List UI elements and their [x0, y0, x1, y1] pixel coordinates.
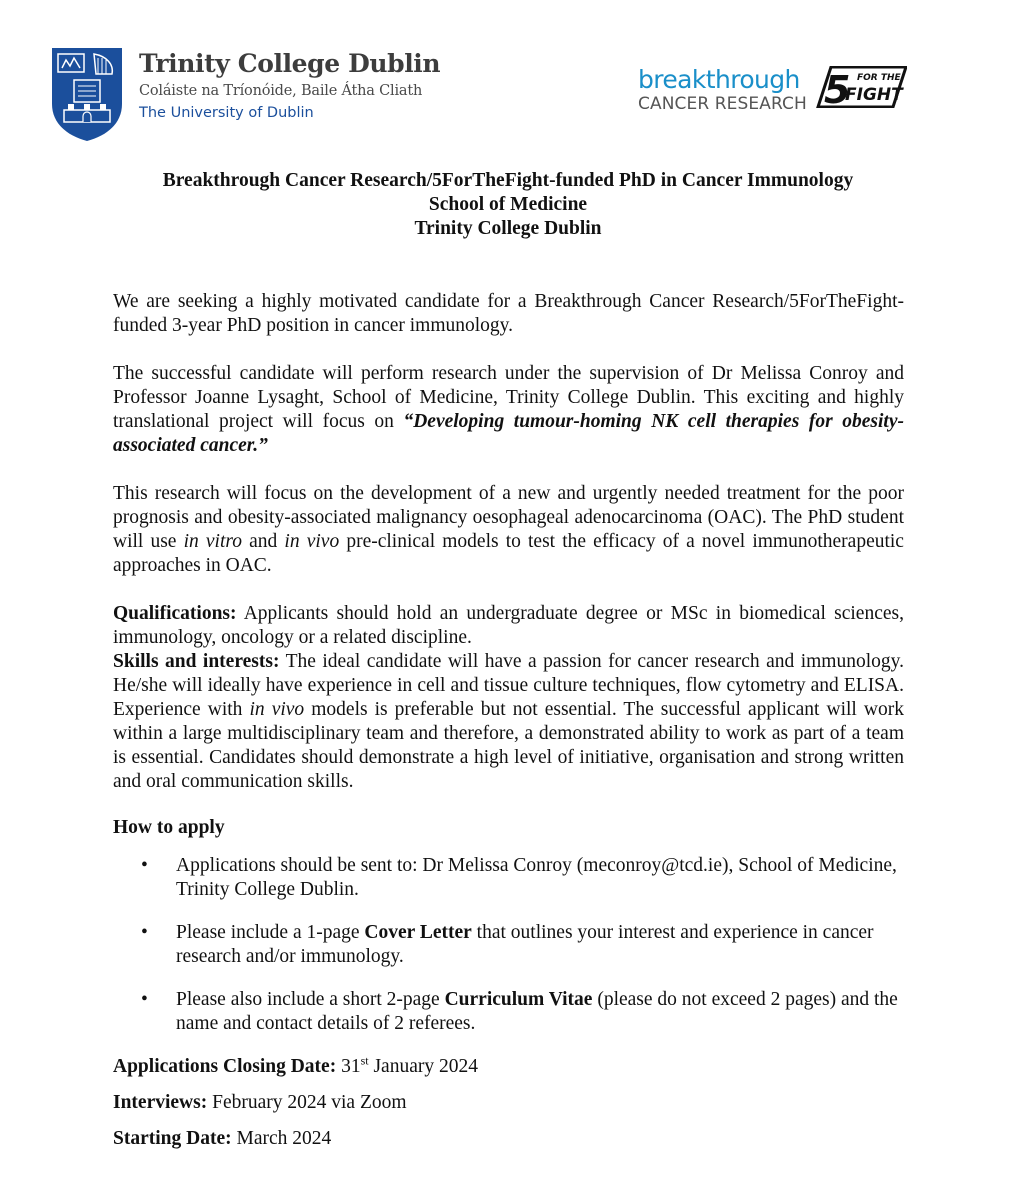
apply-list [113, 854, 904, 1036]
interviews [113, 1091, 904, 1115]
tcd-irish-name: Coláiste na Tríonóide, Baile Átha Cliath [139, 83, 423, 99]
closing-date-suffix: st [360, 1053, 369, 1068]
title-line-2: School of Medicine [428, 194, 588, 215]
supervision-text: The successful candidate will perform research under the supervision of Dr Melissa Conroy and Professor Joanne Lysaght, School of Medicine, Trinity College Dublin. This exciting and highly translational project will focus on [113, 363, 904, 432]
breakthrough-logo [638, 66, 807, 114]
page-title [0, 169, 1016, 241]
qualifications-label: Qualifications: [113, 603, 237, 624]
btc-main-text: breakthrough [638, 65, 800, 94]
cover-letter-text-b: that outlines your interest and experience in cancer research and/or immunology. [176, 922, 874, 967]
tcd-shield-logo [50, 46, 124, 142]
tcd-university: The University of Dublin [139, 105, 314, 121]
starting-date-value: March 2024 [231, 1128, 332, 1149]
cover-letter-bold: Cover Letter [364, 922, 472, 943]
starting-date-label: Starting Date: [113, 1128, 232, 1149]
apply-item-cv [113, 988, 904, 1036]
tcd-name: Trinity College Dublin [139, 49, 441, 78]
bullet: • [141, 989, 148, 1010]
cv-bold: Curriculum Vitae [444, 989, 593, 1010]
skills-in-vivo-term: in vivo [249, 699, 305, 720]
supervision-paragraph [113, 362, 904, 458]
apply-item-email-text: Applications should be sent to: Dr Melissa Conroy (meconroy@tcd.ie), School of Medicine, Trinity College Dublin. [176, 855, 897, 900]
skills-paragraph [113, 650, 904, 794]
skills-text-b: models is preferable but not essential. The successful applicant will work within a large multidisciplinary team and therefore, a demonstrated ability to work as part of a team is essential. Candidates should demonstrate a high level of initiative, organisation and strong written and oral communication skills. [113, 699, 904, 792]
bullet: • [141, 855, 148, 876]
cv-text-b: (please do not exceed 2 pages) and the name and contact details of 2 referees. [176, 989, 898, 1034]
research-and: and [242, 531, 285, 552]
how-to-apply-heading: How to apply [113, 817, 225, 838]
title-line-1: Breakthrough Cancer Research/5ForTheFight-funded PhD in Cancer Immunology [162, 170, 854, 191]
cv-text-a: Please also include a short 2-page [176, 989, 445, 1010]
key-dates [113, 1055, 904, 1151]
research-text-b: pre-clinical models to test the efficacy of a novel immunotherapeutic approaches in OAC. [113, 531, 904, 576]
qualifications-text: Applicants should hold an undergraduate degree or MSc in biomedical sciences, immunology, oncology or a related discipline. [113, 603, 904, 648]
closing-date-rest: January 2024 [368, 1056, 478, 1077]
fight-word: FIGHT [845, 85, 903, 105]
project-title: “Developing tumour-homing NK cell therapies for obesity-associated cancer.” [113, 411, 904, 456]
tcd-wordmark [139, 50, 440, 122]
closing-date-label: Applications Closing Date: [113, 1056, 337, 1077]
interviews-label: Interviews: [113, 1092, 208, 1113]
document-body [113, 290, 904, 1151]
research-paragraph [113, 482, 904, 578]
5forthefight-logo [815, 66, 907, 108]
apply-item-cover-letter [113, 921, 904, 969]
btc-sub-text: CANCER RESEARCH [638, 94, 807, 114]
apply-item-email [113, 854, 904, 902]
closing-date [113, 1055, 904, 1079]
starting-date [113, 1127, 904, 1151]
qualifications-paragraph [113, 602, 904, 650]
skills-text-a: The ideal candidate will have a passion for cancer research and immunology. He/she will ideally have experience in cell and tissue culture techniques, flow cytometry and ELISA. Experience with [113, 651, 904, 720]
intro-paragraph: We are seeking a highly motivated candidate for a Breakthrough Cancer Research/5ForTheFight-funded 3-year PhD position in cancer immunology. [113, 291, 904, 336]
fight-for-the: FOR THE [857, 73, 901, 83]
interviews-value: February 2024 via Zoom [207, 1092, 407, 1113]
in-vivo-term: in vivo [284, 531, 340, 552]
closing-date-day: 31 [336, 1056, 361, 1077]
research-text-a: This research will focus on the development of a new and urgently needed treatment for the poor prognosis and obesity-associated malignancy oesophageal adenocarcinoma (OAC). The PhD student will use [113, 483, 904, 552]
skills-label: Skills and interests: [113, 651, 280, 672]
in-vitro-term: in vitro [183, 531, 242, 552]
fight-number: 5 [824, 68, 851, 108]
cover-letter-text-a: Please include a 1-page [176, 922, 365, 943]
title-line-3: Trinity College Dublin [414, 218, 602, 239]
bullet: • [141, 922, 148, 943]
